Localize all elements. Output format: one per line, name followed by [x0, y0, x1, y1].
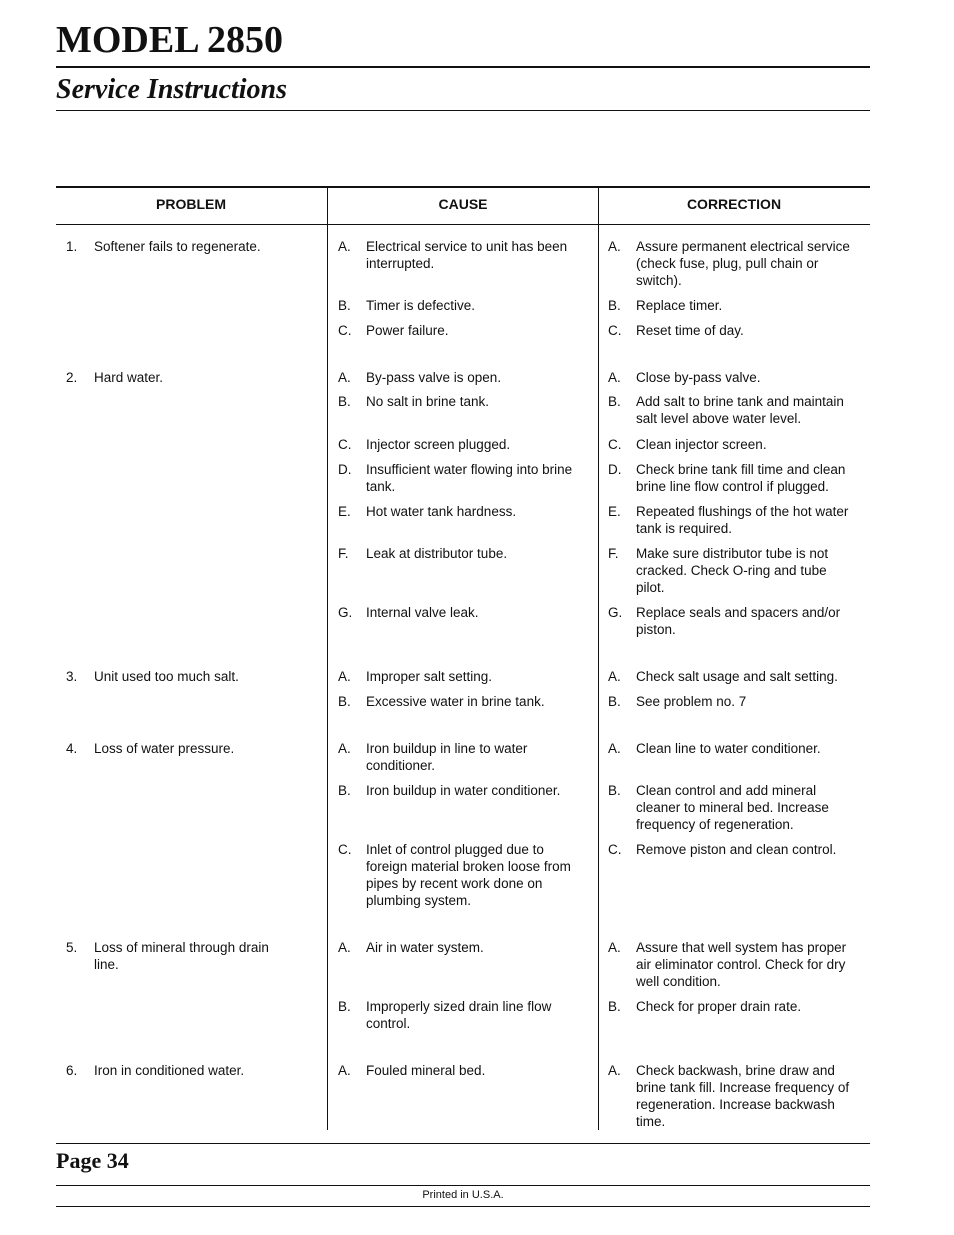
page-number: Page 34	[56, 1148, 129, 1173]
cause-letter: B.	[338, 298, 351, 313]
problem-text: Softener fails to regenerate.	[94, 239, 261, 254]
cause-letter: A.	[338, 370, 351, 385]
problem-number: 1.	[66, 239, 78, 254]
problem-number: 4.	[66, 741, 78, 756]
correction-letter: B.	[608, 298, 621, 313]
correction-text: Check salt usage and salt setting.	[636, 669, 838, 684]
correction-text: Clean injector screen.	[636, 437, 767, 452]
problem-text: Unit used too much salt.	[94, 669, 239, 684]
cause-text: Timer is defective.	[366, 298, 476, 313]
correction-text: Repeated flushings of the hot water tank is required.	[636, 504, 849, 536]
correction-text: Replace timer.	[636, 298, 723, 313]
correction-letter: C.	[608, 437, 622, 452]
table-top-rule	[56, 186, 870, 188]
correction-letter: A.	[608, 239, 621, 254]
correction-letter: C.	[608, 323, 622, 338]
cause-letter: B.	[338, 394, 351, 409]
problem-number: 6.	[66, 1063, 78, 1078]
cause-text: Fouled mineral bed.	[366, 1063, 486, 1078]
cause-text: Injector screen plugged.	[366, 437, 511, 452]
subtitle-rule	[56, 110, 870, 111]
correction-text: Clean line to water conditioner.	[636, 741, 821, 756]
correction-letter: C.	[608, 842, 622, 857]
cause-letter: G.	[338, 605, 353, 620]
column-divider	[598, 186, 599, 1130]
cause-letter: B.	[338, 783, 351, 798]
correction-letter: B.	[608, 694, 621, 709]
section-subtitle: Service Instructions	[56, 74, 288, 105]
cause-text: Electrical service to unit has been interrupted.	[366, 239, 568, 271]
printed-note: Printed in U.S.A.	[422, 1189, 504, 1201]
correction-letter: E.	[608, 504, 621, 519]
cause-text: Power failure.	[366, 323, 449, 338]
correction-letter: B.	[608, 999, 621, 1014]
correction-text: Check for proper drain rate.	[636, 999, 802, 1014]
cause-text: Leak at distributor tube.	[366, 546, 508, 561]
cause-letter: C.	[338, 437, 352, 452]
cause-text: Iron buildup in water conditioner.	[366, 783, 561, 798]
column-divider	[327, 186, 328, 1130]
correction-text: Add salt to brine tank and maintain salt level above water level.	[636, 394, 844, 426]
correction-letter: F.	[608, 546, 619, 561]
correction-text: Assure permanent electrical service (check fuse, plug, pull chain or switch).	[636, 239, 850, 288]
correction-text: Check backwash, brine draw and brine tank fill. Increase frequency of regeneration. Increase backwash time.	[636, 1063, 850, 1129]
correction-text: Check brine tank fill time and clean brine line flow control if plugged.	[636, 462, 846, 494]
cause-letter: B.	[338, 694, 351, 709]
correction-text: Replace seals and spacers and/or piston.	[636, 605, 841, 637]
correction-text: Make sure distributor tube is not cracked. Check O-ring and tube pilot.	[636, 546, 829, 595]
problem-text: Loss of mineral through drain line.	[94, 940, 269, 972]
correction-letter: A.	[608, 940, 621, 955]
column-header-cause: CAUSE	[438, 196, 488, 212]
correction-text: Reset time of day.	[636, 323, 744, 338]
cause-letter: A.	[338, 940, 351, 955]
cause-letter: A.	[338, 669, 351, 684]
cause-letter: F.	[338, 546, 349, 561]
problem-text: Iron in conditioned water.	[94, 1063, 245, 1078]
table-header-rule	[56, 224, 870, 225]
cause-letter: D.	[338, 462, 352, 477]
cause-letter: A.	[338, 1063, 351, 1078]
page-title: MODEL 2850	[56, 19, 283, 61]
correction-letter: A.	[608, 370, 621, 385]
cause-letter: C.	[338, 842, 352, 857]
cause-letter: A.	[338, 741, 351, 756]
cause-letter: E.	[338, 504, 351, 519]
footer-rule	[56, 1143, 870, 1144]
correction-letter: D.	[608, 462, 622, 477]
correction-letter: A.	[608, 1063, 621, 1078]
title-rule	[56, 66, 870, 68]
correction-text: Close by-pass valve.	[636, 370, 761, 385]
cause-letter: C.	[338, 323, 352, 338]
footer-rule	[56, 1206, 870, 1207]
footer-rule	[56, 1185, 870, 1186]
cause-text: Inlet of control plugged due to foreign material broken loose from pipes by recent work done on plumbing system.	[366, 842, 571, 908]
correction-text: Clean control and add mineral cleaner to mineral bed. Increase frequency of regeneration.	[636, 783, 829, 832]
cause-text: Excessive water in brine tank.	[366, 694, 545, 709]
cause-text: Improper salt setting.	[366, 669, 493, 684]
correction-text: See problem no. 7	[636, 694, 747, 709]
cause-letter: A.	[338, 239, 351, 254]
problem-text: Hard water.	[94, 370, 164, 385]
column-header-correction: CORRECTION	[686, 196, 782, 212]
correction-text: Remove piston and clean control.	[636, 842, 837, 857]
correction-letter: G.	[608, 605, 623, 620]
correction-letter: A.	[608, 741, 621, 756]
column-header-problem: PROBLEM	[156, 196, 226, 212]
correction-letter: B.	[608, 783, 621, 798]
cause-letter: B.	[338, 999, 351, 1014]
cause-text: Air in water system.	[366, 940, 484, 955]
cause-text: No salt in brine tank.	[366, 394, 490, 409]
cause-text: Insufficient water flowing into brine tank.	[366, 462, 573, 494]
problem-number: 5.	[66, 940, 78, 955]
cause-text: Improperly sized drain line flow control.	[366, 999, 552, 1031]
cause-text: Hot water tank hardness.	[366, 504, 517, 519]
correction-text: Assure that well system has proper air eliminator control. Check for dry well condition.	[636, 940, 847, 989]
troubleshooting-table	[56, 186, 870, 1130]
problem-text: Loss of water pressure.	[94, 741, 235, 756]
problem-number: 2.	[66, 370, 78, 385]
cause-text: By-pass valve is open.	[366, 370, 502, 385]
cause-text: Iron buildup in line to water conditioner.	[366, 741, 528, 773]
problem-number: 3.	[66, 669, 78, 684]
cause-text: Internal valve leak.	[366, 605, 479, 620]
correction-letter: B.	[608, 394, 621, 409]
correction-letter: A.	[608, 669, 621, 684]
